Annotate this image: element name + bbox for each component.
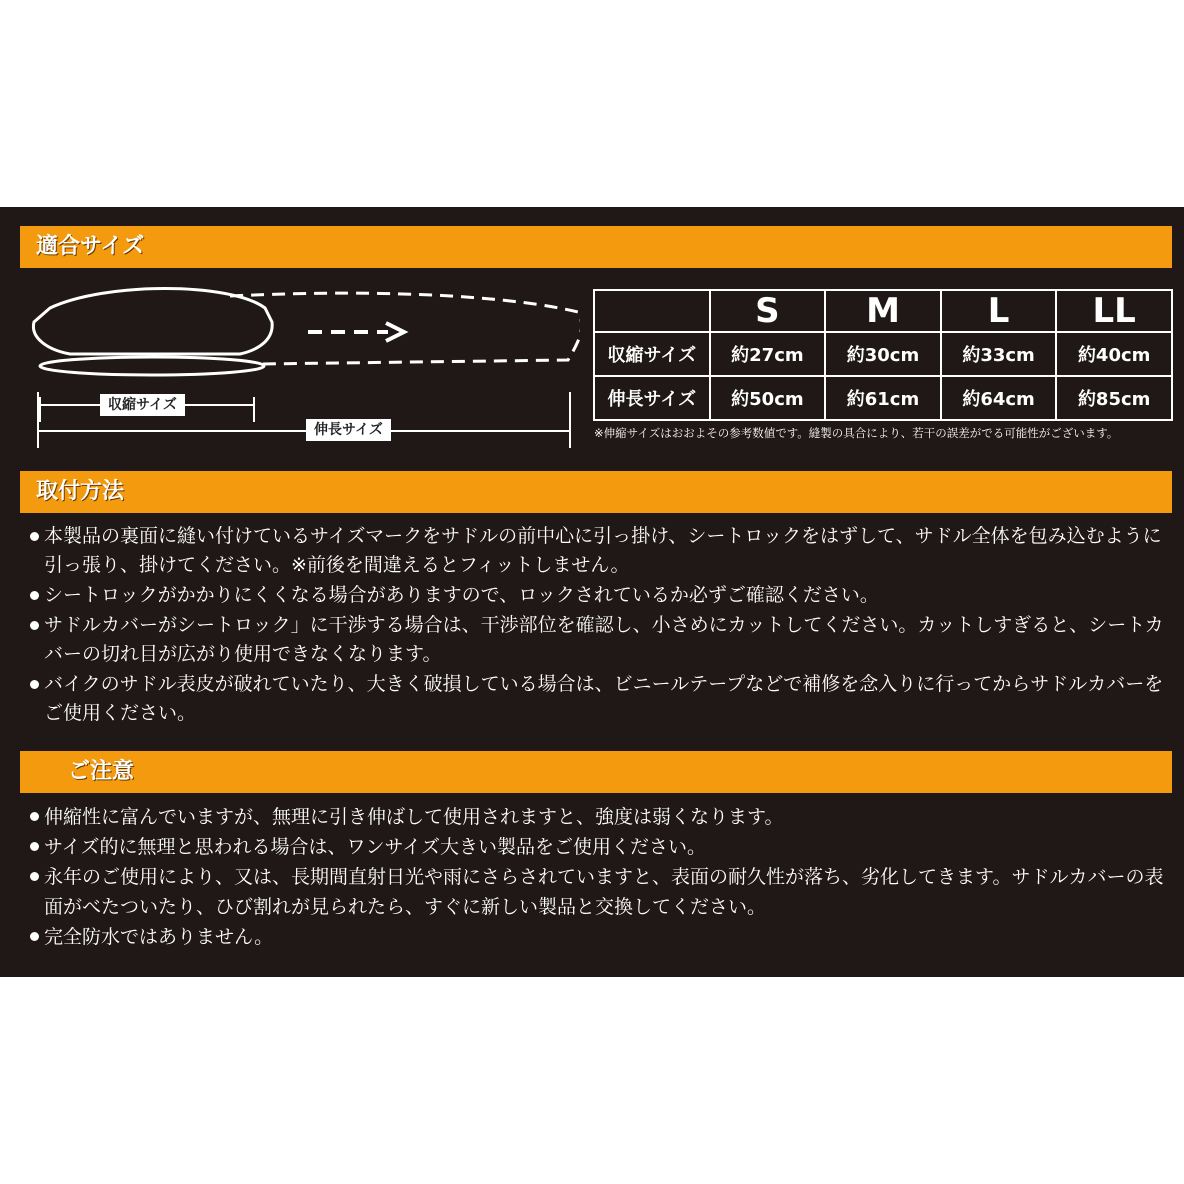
table-cell: 約61cm	[825, 376, 941, 420]
size-header-l: L	[941, 290, 1057, 332]
table-cell: 約33cm	[941, 332, 1057, 376]
section-header-caution: ご注意	[20, 751, 1172, 793]
size-table	[593, 289, 1173, 421]
list-item: 完全防水ではありません。	[30, 922, 1170, 952]
arrow-right-icon	[386, 323, 404, 341]
table-cell: 約40cm	[1056, 332, 1172, 376]
size-diagram	[20, 282, 580, 452]
saddle-cover-illustration	[20, 282, 580, 452]
stretch-size-label: 伸長サイズ	[306, 419, 391, 441]
table-cell: 約50cm	[710, 376, 826, 420]
section-header-size: 適合サイズ	[20, 226, 1172, 268]
list-item: サイズ的に無理と思われる場合は、ワンサイズ大きい製品をご使用ください。	[30, 832, 1170, 862]
table-cell: 約30cm	[825, 332, 941, 376]
install-list	[30, 522, 1170, 729]
table-cell: 約27cm	[710, 332, 826, 376]
size-table-row-stretch	[594, 376, 1172, 420]
list-item: 伸縮性に富んでいますが、無理に引き伸ばして使用されますと、強度は弱くなります。	[30, 802, 1170, 832]
size-header-m: M	[825, 290, 941, 332]
list-item: 本製品の裏面に縫い付けているサイズマークをサドルの前中心に引っ掛け、シートロックをはずして、サドル全体を包み込むように引っ張り、掛けてください。※前後を間違えるとフィットしません。	[30, 522, 1170, 580]
row-label-stretch: 伸長サイズ	[594, 376, 710, 420]
stretched-outline	[230, 293, 580, 364]
list-item: シートロックがかかりにくくなる場合がありますので、ロックされているか必ずご確認ください。	[30, 581, 1170, 610]
table-cell: 約85cm	[1056, 376, 1172, 420]
size-table-row-shrink	[594, 332, 1172, 376]
size-header-s: S	[710, 290, 826, 332]
list-item: 永年のご使用により、又は、長期間直射日光や雨にさらされていますと、表面の耐久性が落ち、劣化してきます。サドルカバーの表面がべたついたり、ひび割れが見られたら、すぐに新しい製品と交換してください。	[30, 862, 1170, 922]
cover-bottom-rim	[40, 357, 264, 375]
spec-panel	[0, 207, 1184, 977]
list-item: バイクのサドル表皮が破れていたり、大きく破損している場合は、ビニールテープなどで補修を念入りに行ってからサドルカバーをご使用ください。	[30, 670, 1170, 728]
size-table-header-row	[594, 290, 1172, 332]
size-table-corner-cell	[594, 290, 710, 332]
caution-list	[30, 802, 1170, 952]
row-label-shrink: 収縮サイズ	[594, 332, 710, 376]
table-cell: 約64cm	[941, 376, 1057, 420]
section-header-install: 取付方法	[20, 471, 1172, 513]
cover-outline	[33, 289, 272, 355]
list-item: サドルカバーがシートロック」に干渉する場合は、干渉部位を確認し、小さめにカットしてください。カットしすぎると、シートカバーの切れ目が広がり使用できなくなります。	[30, 611, 1170, 669]
size-table-note: ※伸縮サイズはおおよその参考数値です。縫製の具合により、若干の誤差がでる可能性がございます。	[594, 426, 1119, 440]
size-header-ll: LL	[1056, 290, 1172, 332]
shrink-size-label: 収縮サイズ	[100, 394, 185, 416]
